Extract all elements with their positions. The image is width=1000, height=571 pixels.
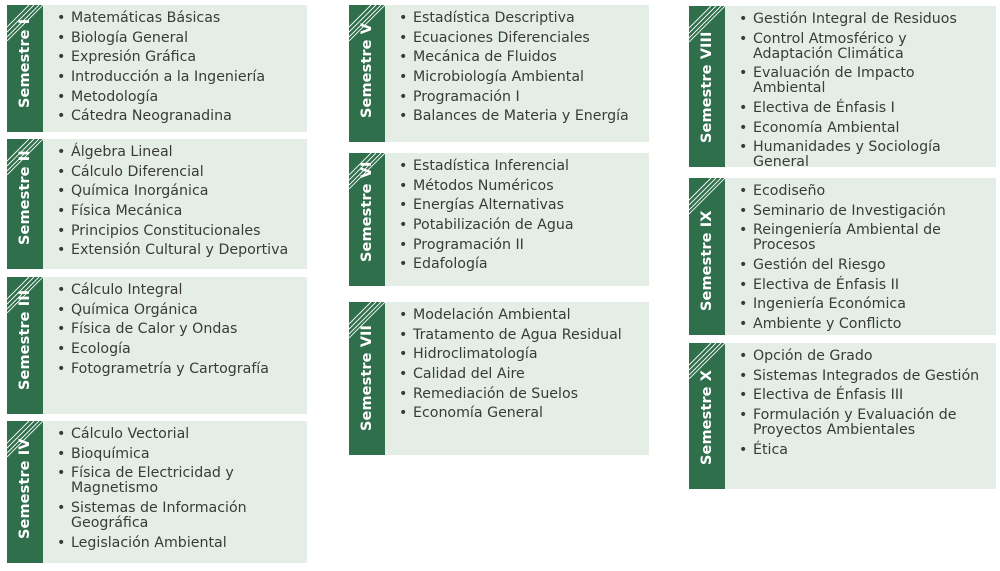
bullet-icon: • bbox=[399, 385, 408, 402]
course-item bbox=[51, 427, 301, 442]
course-name: Ecología bbox=[71, 341, 131, 358]
bullet-icon: • bbox=[57, 282, 66, 298]
course-item bbox=[393, 238, 643, 253]
corner-stripes-icon bbox=[689, 178, 725, 214]
course-name: Energías Alternativas bbox=[413, 197, 565, 214]
bullet-icon: • bbox=[739, 367, 748, 384]
course-item bbox=[733, 140, 990, 170]
semester-block bbox=[349, 5, 649, 142]
course-name: Modelación Ambiental bbox=[413, 307, 571, 323]
course-list bbox=[393, 159, 643, 277]
course-name: Principios Constitucionales bbox=[71, 222, 261, 239]
course-item bbox=[393, 367, 643, 382]
semester-block bbox=[7, 277, 307, 414]
course-name: Edafología bbox=[413, 256, 488, 273]
course-item bbox=[393, 11, 643, 26]
course-list bbox=[393, 308, 643, 426]
bullet-icon: • bbox=[739, 276, 748, 293]
course-item bbox=[51, 322, 301, 337]
course-item bbox=[51, 90, 301, 105]
course-name: Calidad del Aire bbox=[413, 366, 525, 383]
course-item bbox=[393, 50, 643, 65]
course-item bbox=[733, 317, 990, 332]
course-name: Ambiente y Conflicto bbox=[753, 316, 902, 333]
bullet-icon: • bbox=[57, 426, 66, 442]
course-name: Álgebra Lineal bbox=[71, 144, 173, 160]
semester-tab bbox=[349, 153, 385, 286]
bullet-icon: • bbox=[57, 445, 66, 462]
bullet-icon: • bbox=[399, 405, 408, 422]
course-name: Química Inorgánica bbox=[71, 183, 209, 200]
semester-title: Semestre I bbox=[17, 18, 33, 108]
course-name: Bioquímica bbox=[71, 445, 150, 462]
course-item bbox=[733, 32, 990, 62]
course-item bbox=[393, 179, 643, 194]
semester-tab bbox=[349, 5, 385, 142]
bullet-icon: • bbox=[739, 407, 748, 424]
course-name: Física de Calor y Ondas bbox=[71, 321, 238, 338]
course-item bbox=[51, 342, 301, 357]
course-name: Programación I bbox=[413, 88, 520, 105]
semester-title: Semestre X bbox=[699, 370, 715, 465]
semester-tab bbox=[7, 139, 43, 269]
bullet-icon: • bbox=[57, 108, 66, 125]
course-name: Tratamento de Agua Residual bbox=[413, 326, 622, 343]
course-item bbox=[733, 278, 990, 293]
course-name: Química Orgánica bbox=[71, 301, 198, 318]
course-name: Microbiología Ambiental bbox=[413, 69, 584, 86]
bullet-icon: • bbox=[399, 49, 408, 66]
course-item bbox=[51, 50, 301, 65]
course-name: Estadística Inferencial bbox=[413, 158, 569, 174]
semester-title: Semestre II bbox=[17, 150, 33, 245]
course-item bbox=[51, 165, 301, 180]
course-name: Metodología bbox=[71, 88, 159, 105]
bullet-icon: • bbox=[399, 236, 408, 253]
semester-tab bbox=[689, 6, 725, 167]
bullet-icon: • bbox=[739, 316, 748, 333]
bullet-icon: • bbox=[399, 197, 408, 214]
semester-block bbox=[7, 5, 307, 132]
course-list bbox=[51, 283, 301, 381]
bullet-icon: • bbox=[57, 49, 66, 66]
course-item bbox=[733, 443, 990, 458]
course-item bbox=[393, 109, 643, 124]
course-name: Ingeniería Económica bbox=[753, 296, 906, 313]
course-name: Potabilización de Agua bbox=[413, 217, 574, 234]
course-item bbox=[733, 223, 990, 253]
course-item bbox=[393, 90, 643, 105]
course-name: Física de Electricidad y Magnetismo bbox=[71, 465, 234, 497]
course-item bbox=[393, 31, 643, 46]
bullet-icon: • bbox=[739, 257, 748, 274]
course-name: Estadística Descriptiva bbox=[413, 10, 575, 26]
course-item bbox=[393, 159, 643, 174]
bullet-icon: • bbox=[399, 158, 408, 174]
bullet-icon: • bbox=[739, 387, 748, 404]
bullet-icon: • bbox=[739, 100, 748, 117]
bullet-icon: • bbox=[57, 69, 66, 86]
course-name: Métodos Numéricos bbox=[413, 177, 554, 194]
bullet-icon: • bbox=[739, 11, 748, 27]
bullet-icon: • bbox=[57, 500, 66, 517]
bullet-icon: • bbox=[399, 29, 408, 46]
course-item bbox=[393, 70, 643, 85]
course-item bbox=[733, 408, 990, 438]
course-item bbox=[51, 109, 301, 124]
course-name: Economía Ambiental bbox=[753, 119, 900, 136]
course-item bbox=[733, 184, 990, 199]
course-item bbox=[51, 224, 301, 239]
bullet-icon: • bbox=[739, 139, 748, 156]
course-item bbox=[51, 536, 301, 551]
course-list bbox=[733, 349, 990, 462]
bullet-icon: • bbox=[57, 321, 66, 338]
semester-block bbox=[689, 178, 996, 335]
bullet-icon: • bbox=[57, 183, 66, 200]
bullet-icon: • bbox=[399, 177, 408, 194]
course-name: Legislación Ambiental bbox=[71, 534, 227, 551]
bullet-icon: • bbox=[739, 202, 748, 219]
semester-block bbox=[689, 6, 996, 171]
course-list bbox=[393, 11, 643, 129]
course-item bbox=[51, 145, 301, 160]
semester-title: Semestre IX bbox=[699, 210, 715, 311]
course-name: Cálculo Vectorial bbox=[71, 426, 190, 442]
bullet-icon: • bbox=[57, 163, 66, 180]
course-name: Reingeniería Ambiental de Procesos bbox=[753, 222, 941, 254]
course-name: Hidroclimatología bbox=[413, 346, 538, 363]
semester-block bbox=[349, 302, 649, 455]
course-name: Evaluación de Impacto Ambiental bbox=[753, 65, 915, 97]
course-item bbox=[733, 258, 990, 273]
course-item bbox=[733, 204, 990, 219]
semester-tab bbox=[689, 178, 725, 335]
course-name: Programación II bbox=[413, 236, 524, 253]
course-name: Biología General bbox=[71, 29, 189, 46]
course-list bbox=[733, 12, 990, 175]
bullet-icon: • bbox=[399, 88, 408, 105]
course-name: Balances de Materia y Energía bbox=[413, 108, 629, 125]
bullet-icon: • bbox=[739, 222, 748, 239]
semester-title: Semestre VI bbox=[359, 161, 375, 262]
course-list bbox=[51, 11, 301, 129]
course-name: Ética bbox=[753, 441, 788, 458]
semester-tab bbox=[7, 5, 43, 132]
course-item bbox=[51, 362, 301, 377]
bullet-icon: • bbox=[739, 30, 748, 47]
bullet-icon: • bbox=[399, 217, 408, 234]
semester-block bbox=[7, 421, 307, 563]
bullet-icon: • bbox=[739, 348, 748, 364]
course-item bbox=[51, 501, 301, 531]
bullet-icon: • bbox=[57, 88, 66, 105]
course-item bbox=[393, 406, 643, 421]
course-name: Cátedra Neogranadina bbox=[71, 108, 232, 125]
course-name: Economía General bbox=[413, 405, 543, 422]
course-item bbox=[733, 121, 990, 136]
course-name: Humanidades y Sociología General bbox=[753, 139, 941, 171]
bullet-icon: • bbox=[739, 183, 748, 199]
course-item bbox=[51, 184, 301, 199]
course-name: Matemáticas Básicas bbox=[71, 10, 221, 26]
course-item bbox=[393, 218, 643, 233]
course-item bbox=[51, 447, 301, 462]
bullet-icon: • bbox=[57, 301, 66, 318]
bullet-icon: • bbox=[57, 29, 66, 46]
semester-title: Semestre III bbox=[17, 289, 33, 390]
course-name: Sistemas de Información Geográfica bbox=[71, 500, 247, 532]
semester-tab bbox=[7, 277, 43, 414]
course-name: Mecánica de Fluidos bbox=[413, 49, 557, 66]
bullet-icon: • bbox=[57, 10, 66, 26]
semester-title: Semestre VIII bbox=[699, 31, 715, 143]
semester-tab bbox=[349, 302, 385, 455]
bullet-icon: • bbox=[739, 65, 748, 82]
bullet-icon: • bbox=[739, 119, 748, 136]
course-item bbox=[51, 283, 301, 298]
course-name: Física Mecánica bbox=[71, 203, 183, 220]
course-name: Gestión del Riesgo bbox=[753, 257, 886, 274]
bullet-icon: • bbox=[57, 341, 66, 358]
course-name: Introducción a la Ingeniería bbox=[71, 69, 266, 86]
bullet-icon: • bbox=[399, 346, 408, 363]
course-item bbox=[733, 297, 990, 312]
course-name: Ecodiseño bbox=[753, 183, 826, 199]
semester-tab bbox=[7, 421, 43, 563]
bullet-icon: • bbox=[399, 256, 408, 273]
bullet-icon: • bbox=[399, 366, 408, 383]
course-name: Electiva de Énfasis I bbox=[753, 100, 895, 117]
semester-title: Semestre V bbox=[359, 22, 375, 118]
bullet-icon: • bbox=[399, 307, 408, 323]
semester-block bbox=[7, 139, 307, 269]
bullet-icon: • bbox=[57, 222, 66, 239]
course-list bbox=[51, 145, 301, 263]
course-item bbox=[733, 101, 990, 116]
bullet-icon: • bbox=[57, 242, 66, 259]
bullet-icon: • bbox=[57, 534, 66, 551]
course-name: Control Atmosférico y Adaptación Climática bbox=[753, 30, 907, 62]
course-item bbox=[51, 466, 301, 496]
course-name: Cálculo Integral bbox=[71, 282, 183, 298]
course-item bbox=[51, 70, 301, 85]
course-item bbox=[51, 31, 301, 46]
bullet-icon: • bbox=[57, 465, 66, 482]
semester-tab bbox=[689, 343, 725, 489]
course-item bbox=[733, 369, 990, 384]
course-item bbox=[393, 387, 643, 402]
course-name: Electiva de Énfasis III bbox=[753, 387, 904, 404]
course-list bbox=[733, 184, 990, 337]
course-name: Formulación y Evaluación de Proyectos Ambientales bbox=[753, 407, 957, 439]
course-item bbox=[393, 257, 643, 272]
bullet-icon: • bbox=[739, 441, 748, 458]
bullet-icon: • bbox=[57, 203, 66, 220]
course-item bbox=[51, 243, 301, 258]
bullet-icon: • bbox=[399, 10, 408, 26]
bullet-icon: • bbox=[57, 360, 66, 377]
semester-title: Semestre VII bbox=[359, 324, 375, 431]
semester-block bbox=[349, 153, 649, 286]
course-name: Opción de Grado bbox=[753, 348, 873, 364]
course-name: Extensión Cultural y Deportiva bbox=[71, 242, 289, 259]
course-name: Remediación de Suelos bbox=[413, 385, 579, 402]
course-list bbox=[51, 427, 301, 555]
course-name: Fotogrametría y Cartografía bbox=[71, 360, 269, 377]
course-name: Cálculo Diferencial bbox=[71, 163, 204, 180]
course-item bbox=[393, 198, 643, 213]
course-name: Ecuaciones Diferenciales bbox=[413, 29, 590, 46]
course-item bbox=[51, 303, 301, 318]
bullet-icon: • bbox=[399, 69, 408, 86]
bullet-icon: • bbox=[399, 108, 408, 125]
bullet-icon: • bbox=[399, 326, 408, 343]
course-name: Seminario de Investigación bbox=[753, 202, 946, 219]
course-name: Electiva de Énfasis II bbox=[753, 276, 900, 293]
course-item bbox=[733, 349, 990, 364]
bullet-icon: • bbox=[57, 144, 66, 160]
course-item bbox=[733, 12, 990, 27]
course-item bbox=[51, 204, 301, 219]
course-item bbox=[733, 66, 990, 96]
course-item bbox=[393, 308, 643, 323]
course-item bbox=[393, 328, 643, 343]
course-name: Expresión Gráfica bbox=[71, 49, 197, 66]
semester-title: Semestre IV bbox=[17, 438, 33, 539]
semester-block bbox=[689, 343, 996, 489]
course-item bbox=[51, 11, 301, 26]
course-item bbox=[393, 347, 643, 362]
course-name: Sistemas Integrados de Gestión bbox=[753, 367, 980, 384]
bullet-icon: • bbox=[739, 296, 748, 313]
course-name: Gestión Integral de Residuos bbox=[753, 11, 957, 27]
course-item bbox=[733, 388, 990, 403]
